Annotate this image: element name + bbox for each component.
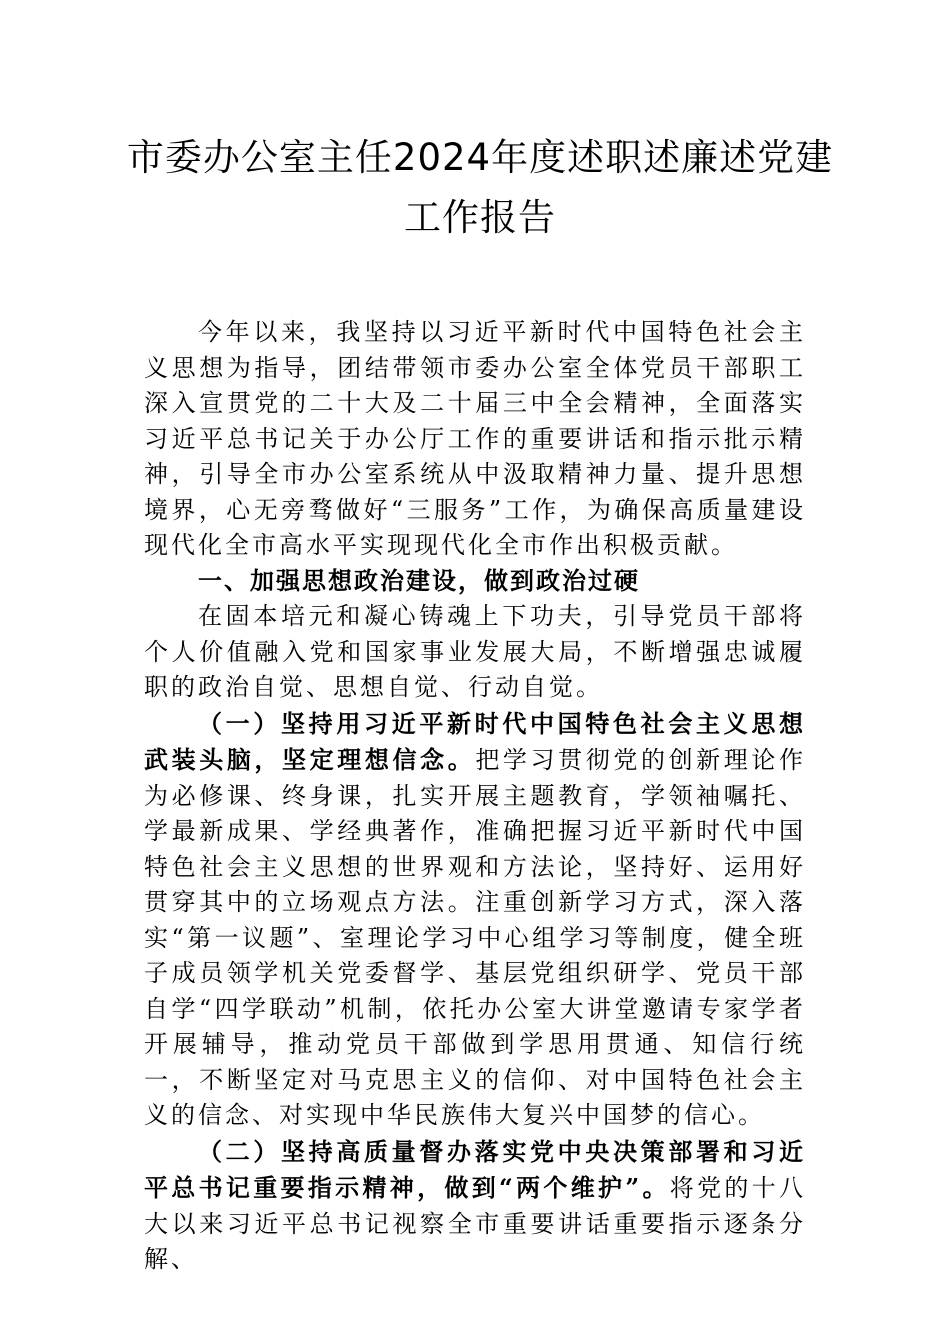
intro-paragraph: 今年以来，我坚持以习近平新时代中国特色社会主义思想为指导，团结带领市委办公室全体党员干部职工深入宣贯党的二十大及二十届三中全会精神，全面落实习近平总书记关于办公厅工作的重要讲话和指示批示精神，引导全市办公室系统从中汲取精神力量、提升思想境界，心无旁骛做好“三服务”工作，为确保高质量建设现代化全市高水平实现现代化全市作出积极贡献。: [144, 318, 806, 559]
item-1-paragraph: [144, 706, 806, 1134]
item-1-body: 把学习贯彻党的创新理论作为必修课、终身课，扎实开展主题教育，学领袖嘱托、学最新成果、学经典著作，准确把握习近平新时代中国特色社会主义思想的世界观和方法论，坚持好、运用好贯穿其中的立场观点方法。注重创新学习方式，深入落实“第一议题”、室理论学习中心组学习等制度，健全班子成员领学机关党委督学、基层党组织研学、党员干部自学“四学联动”机制，依托办公室大讲堂邀请专家学者开展辅导，推动党员干部做到学思用贯通、知信行统一，不断坚定对马克思主义的信仰、对中国特色社会主义的信念、对实现中华民族伟大复兴中国梦的信心。: [144, 746, 807, 1129]
report-title: [120, 128, 840, 248]
item-2-heading: （二）坚持高质量督办落实党中央决策部署和习近平总书记重要指示精神，做到“两个维护”。: [144, 1136, 806, 1202]
title-line-2: 工作报告: [404, 196, 556, 239]
item-1-heading: （一）坚持用习近平新时代中国特色社会主义思想武装头脑，坚定理想信念。: [144, 708, 806, 774]
item-2-body: 将党的十八大以来习近平总书记视察全市重要讲话重要指示逐条分解、: [144, 1174, 807, 1273]
title-line-1: 市委办公室主任2024年度述职述廉述党建: [126, 136, 834, 179]
section-1-lead-paragraph: 在固本培元和凝心铸魂上下功夫，引导党员干部将个人价值融入党和国家事业发展大局，不断增强忠诚履职的政治自觉、思想自觉、行动自觉。: [144, 602, 806, 701]
item-2-paragraph: [144, 1134, 806, 1278]
report-body: [144, 315, 806, 1278]
section-1-heading: 一、加强思想政治建设，做到政治过硬: [198, 566, 640, 595]
